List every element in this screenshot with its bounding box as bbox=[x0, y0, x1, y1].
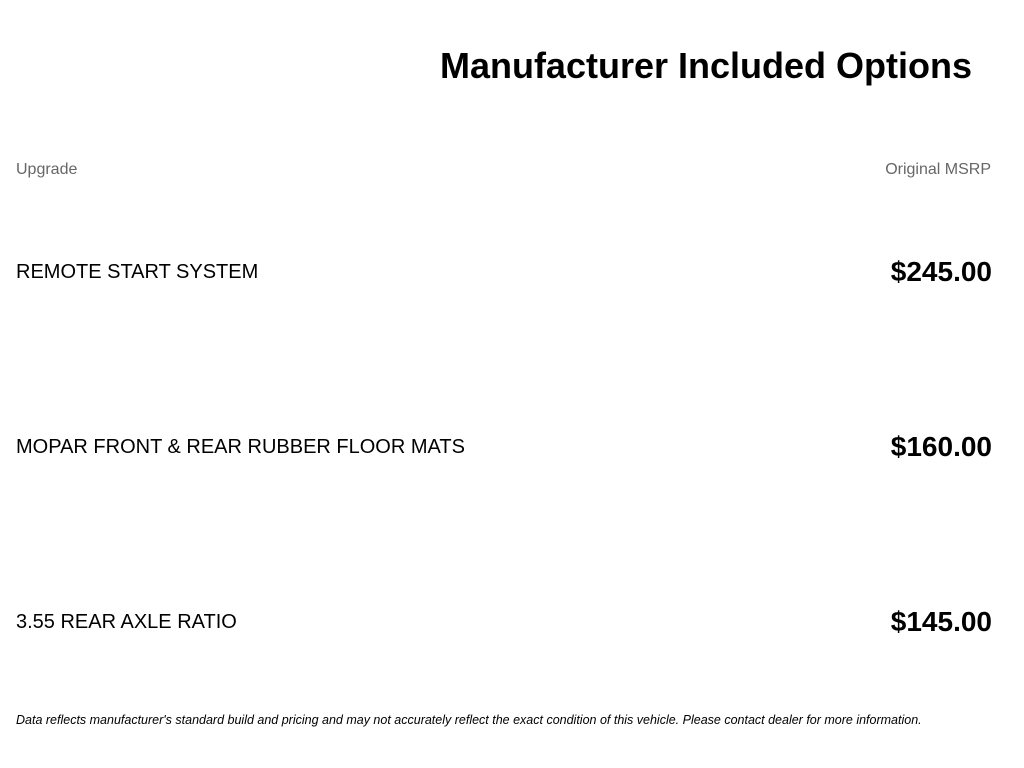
option-name: 3.55 REAR AXLE RATIO bbox=[16, 611, 237, 633]
option-name: REMOTE START SYSTEM bbox=[16, 261, 259, 283]
option-row bbox=[16, 602, 992, 642]
disclaimer-text: Data reflects manufacturer's standard build and pricing and may not accurately reflect the exact condition of this vehicle. Please contact dealer for more information. bbox=[16, 713, 922, 727]
option-row bbox=[16, 252, 992, 292]
option-name: MOPAR FRONT & REAR RUBBER FLOOR MATS bbox=[16, 436, 465, 458]
page-title: Manufacturer Included Options bbox=[439, 45, 972, 86]
msrp-column-header: Original MSRP bbox=[885, 161, 991, 178]
option-price: $145.00 bbox=[890, 606, 992, 637]
option-price: $160.00 bbox=[890, 431, 992, 462]
option-price: $245.00 bbox=[890, 256, 992, 287]
upgrade-column-header: Upgrade bbox=[16, 161, 78, 178]
option-row bbox=[16, 427, 992, 467]
